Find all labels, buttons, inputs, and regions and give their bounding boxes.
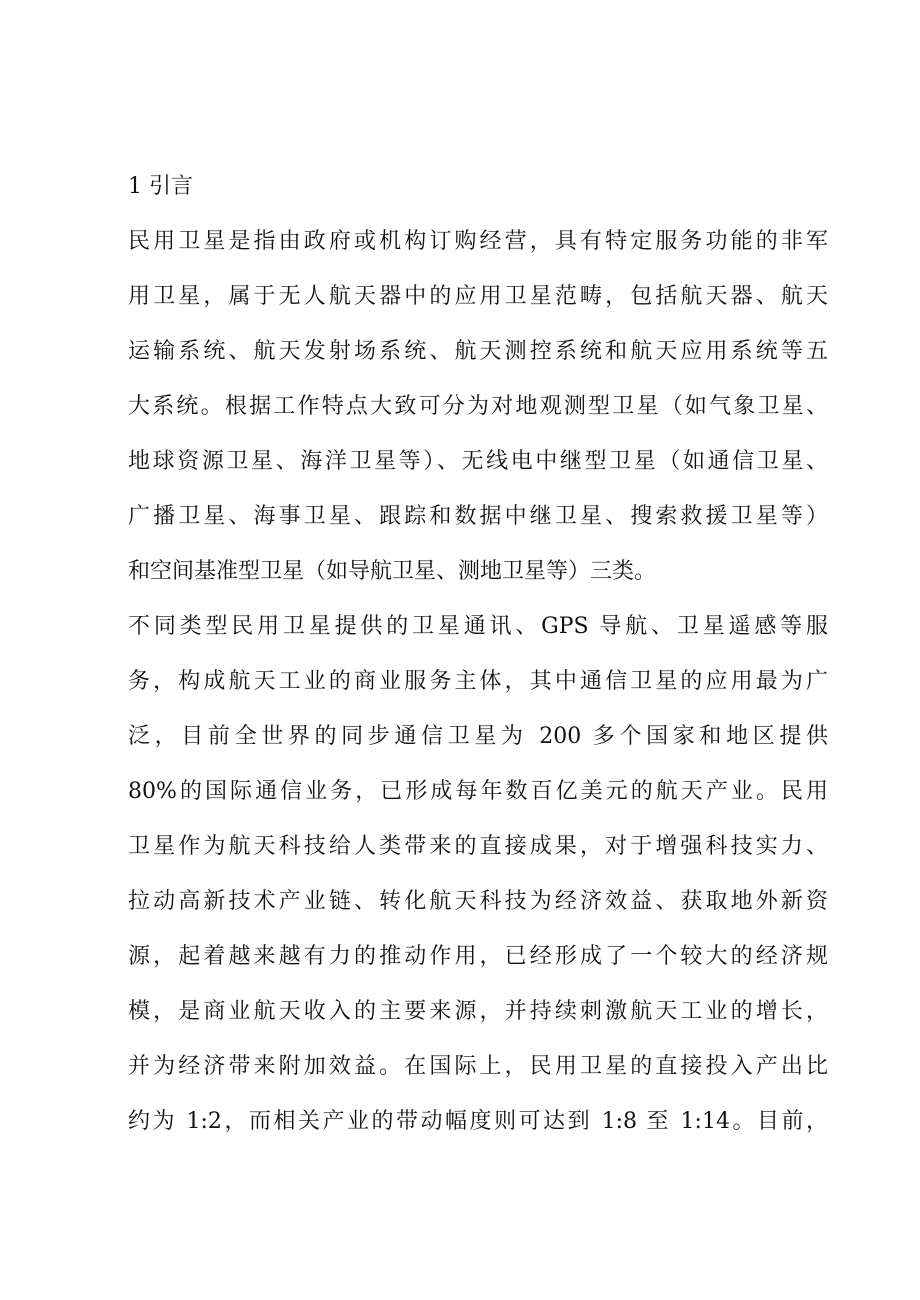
paragraph-2-line-5: 卫星作为航天科技给人类带来的直接成果，对于增强科技实力、 [128,834,828,859]
paragraph-1-line-5: 地球资源卫星、海洋卫星等）、无线电中继型卫星（如通信卫星、 [128,449,828,474]
paragraph-1-line-6: 广播卫星、海事卫星、跟踪和数据中继卫星、搜索救援卫星等） [128,504,828,529]
section-heading: 1 引言 [128,174,193,199]
paragraph-2-line-10: 约为 1:2，而相关产业的带动幅度则可达到 1:8 至 1:14。目前， [128,1109,828,1134]
paragraph-1-line-1: 民用卫星是指由政府或机构订购经营，具有特定服务功能的非军 [128,229,828,254]
paragraph-2-line-8: 模，是商业航天收入的主要来源，并持续刺激航天工业的增长， [128,999,828,1024]
paragraph-2-line-9: 并为经济带来附加效益。在国际上，民用卫星的直接投入产出比 [128,1054,828,1079]
paragraph-1-line-3: 运输系统、航天发射场系统、航天测控系统和航天应用系统等五 [128,339,828,364]
paragraph-2-line-3: 泛，目前全世界的同步通信卫星为 200 多个国家和地区提供 [128,724,828,749]
paragraph-2-line-1: 不同类型民用卫星提供的卫星通讯、GPS 导航、卫星遥感等服 [128,614,828,639]
paragraph-2-line-2: 务，构成航天工业的商业服务主体，其中通信卫星的应用最为广 [128,669,828,694]
paragraph-1-line-4: 大系统。根据工作特点大致可分为对地观测型卫星（如气象卫星、 [128,394,828,419]
paragraph-1-line-2: 用卫星，属于无人航天器中的应用卫星范畴，包括航天器、航天 [128,284,828,309]
paragraph-1-line-7: 和空间基准型卫星（如导航卫星、测地卫星等）三类。 [128,559,657,584]
paragraph-2-line-6: 拉动高新技术产业链、转化航天科技为经济效益、获取地外新资 [128,889,828,914]
document-body [128,168,828,1158]
paragraph-2-line-7: 源，起着越来越有力的推动作用，已经形成了一个较大的经济规 [128,944,828,969]
paragraph-2-line-4: 80%的国际通信业务，已形成每年数百亿美元的航天产业。民用 [128,779,828,804]
